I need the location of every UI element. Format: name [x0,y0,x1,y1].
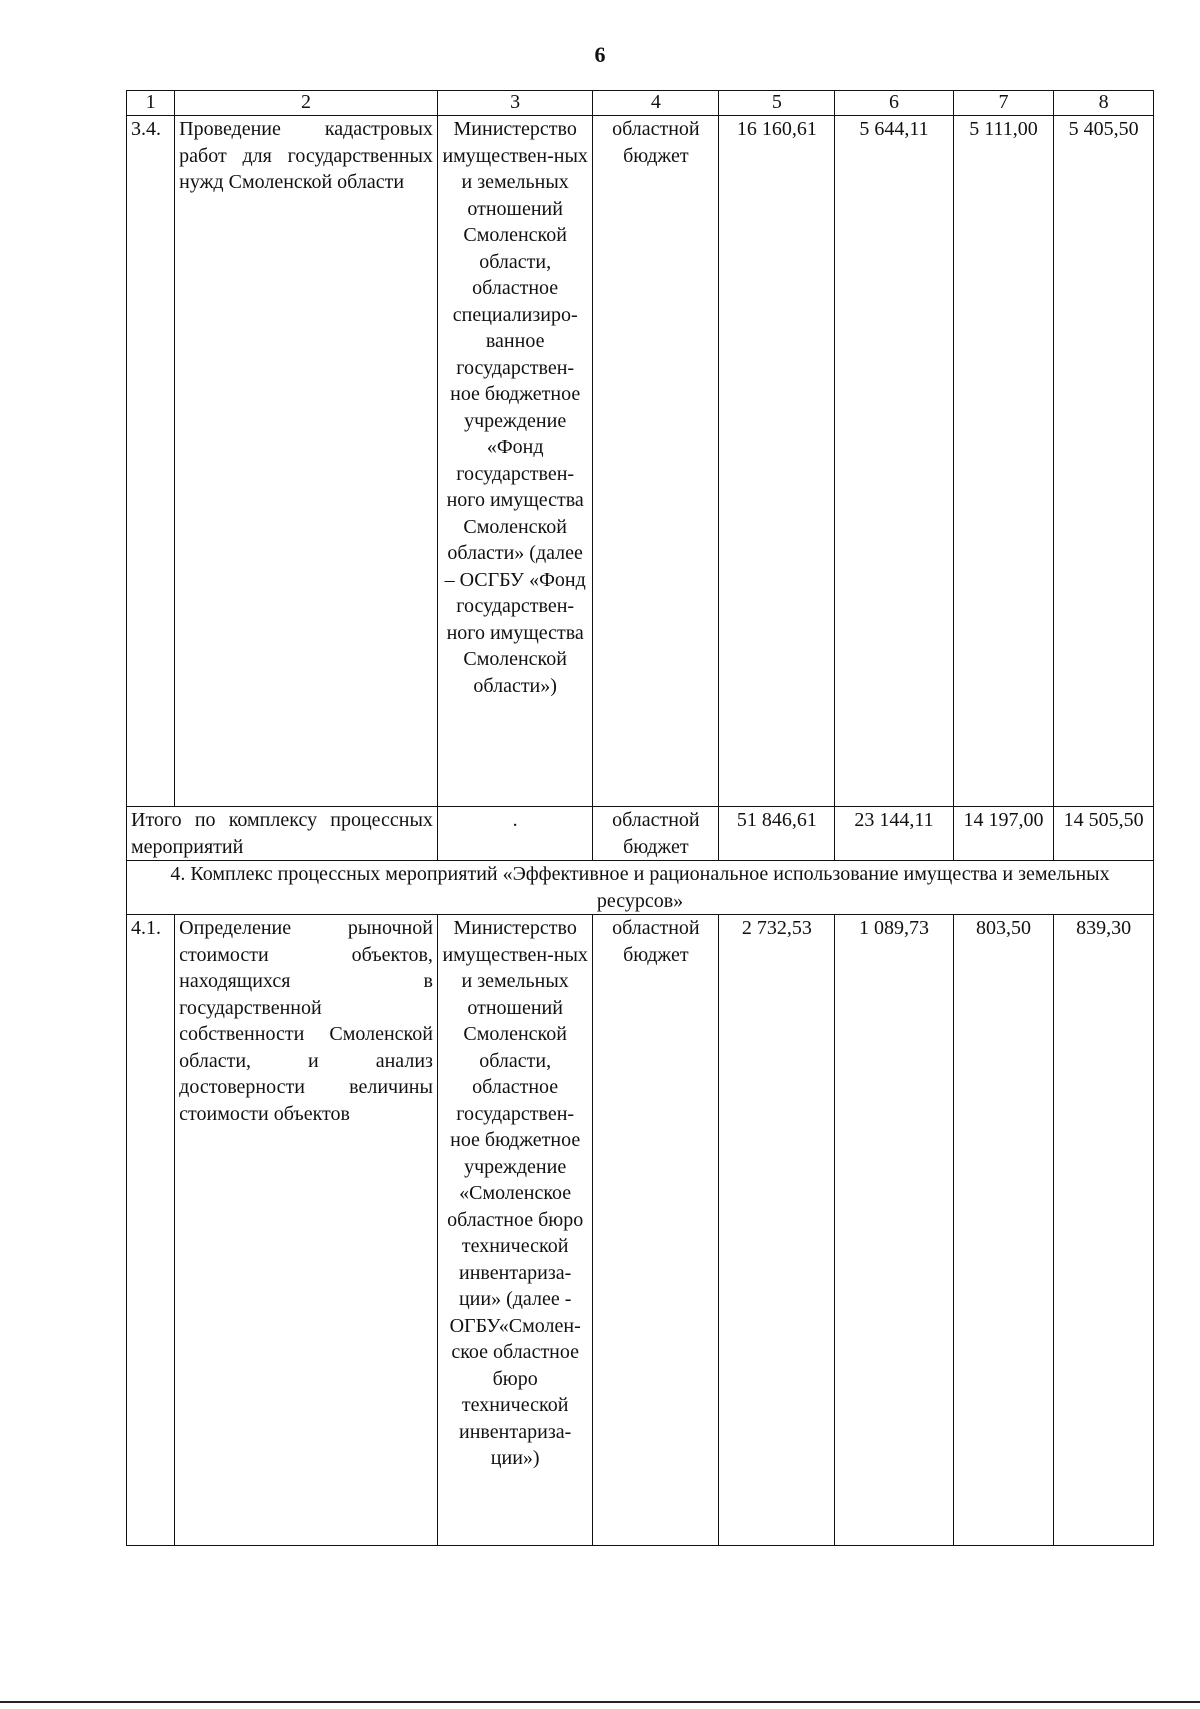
scan-edge-line [0,1701,1200,1703]
value-col6: 1 089,73 [835,915,953,1546]
value-col6: 5 644,11 [835,116,953,807]
value-col8: 14 505,50 [1054,807,1154,861]
row-number: 3.4. [127,116,175,807]
value-col8: 5 405,50 [1054,116,1154,807]
measure-name: Проведение кадастровых работ для государственных нужд Смоленской области [175,116,438,807]
header-cell: 7 [953,91,1054,116]
value-col5: 51 846,61 [719,807,835,861]
table-row [127,116,1154,807]
header-cell: 5 [719,91,835,116]
budget-table [126,90,1154,1546]
funding-source: областной бюджет [593,807,719,861]
value-col5: 16 160,61 [719,116,835,807]
page-number: 6 [594,42,606,67]
measure-name: Определение рыночной стоимости объектов, находящихся в государственной собственности Смоленской области, и анализ достоверности величины стоимости объектов [175,915,438,1546]
executor: Министерство имуществен-ных и земельных отношений Смоленской области, областное специализиро-ванное государствен-ное бюджетное учреждение «Фонд государствен-ного имущества Смоленской области» (далее – ОСГБУ «Фонд государствен-ного имущества Смоленской области») [437,116,592,807]
funding-source: областной бюджет [593,116,719,807]
section-heading-row [127,861,1154,915]
funding-source: областной бюджет [593,915,719,1546]
table-header-row [127,91,1154,116]
value-col5: 2 732,53 [719,915,835,1546]
header-cell: 4 [593,91,719,116]
total-label: Итого по комплексу процессных мероприятий [127,807,438,861]
header-cell: 1 [127,91,175,116]
header-cell: 3 [437,91,592,116]
header-cell: 2 [175,91,438,116]
row-number: 4.1. [127,915,175,1546]
header-cell: 6 [835,91,953,116]
value-col7: 5 111,00 [953,116,1054,807]
executor: . [437,807,592,861]
value-col7: 14 197,00 [953,807,1054,861]
value-col6: 23 144,11 [835,807,953,861]
value-col8: 839,30 [1054,915,1154,1546]
executor: Министерство имуществен-ных и земельных отношений Смоленской области, областное государствен-ное бюджетное учреждение «Смоленское областное бюро технической инвентариза-ции» (далее - ОГБУ«Смолен-ское областное бюро технической инвентариза-ции») [437,915,592,1546]
section-heading: 4. Комплекс процессных мероприятий «Эффективное и рациональное использование имущества и земельных ресурсов» [127,861,1154,915]
value-col7: 803,50 [953,915,1054,1546]
header-cell: 8 [1054,91,1154,116]
table-row [127,915,1154,1546]
total-row [127,807,1154,861]
